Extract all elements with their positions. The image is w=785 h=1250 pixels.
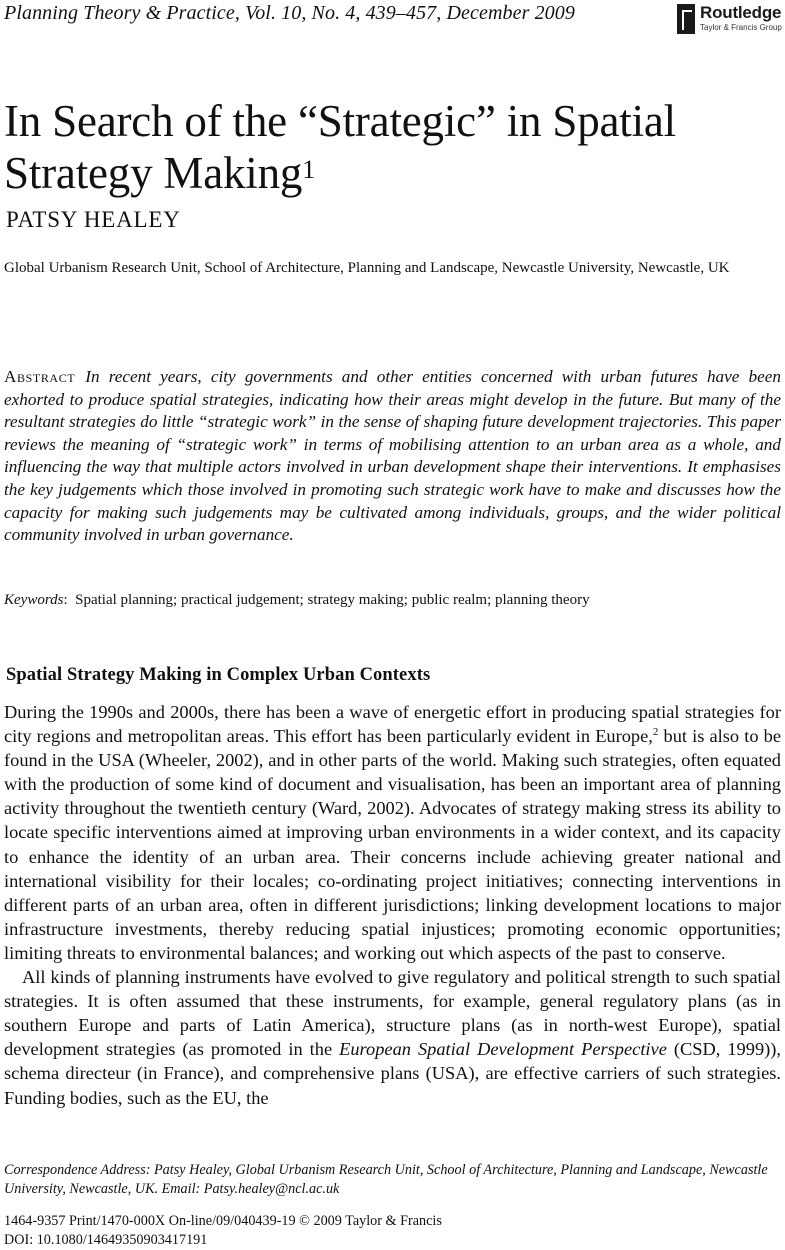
publication-info (4, 1212, 782, 1250)
paragraph-text: (CSD, 1999)), schema directeur (in France), and comprehensive plans (USA), are effective carriers of such strategies. Funding bodies, such as the EU, the (4, 1039, 781, 1108)
routledge-r-icon (677, 4, 695, 34)
author-name: PATSY HEALEY (6, 207, 181, 232)
paragraph-text: All kinds of planning instruments have evolved to give regulatory and political strength to such spatial strategies. It is often assumed that these instruments, for example, general regulatory plans (as in southern Europe and parts of Latin America), structure plans (as in north-west Europe), spatial development strategies (as promoted in the (4, 967, 781, 1060)
article-title-text: In Search of the “Strategic” in Spatial Strategy Making (4, 96, 676, 198)
author-affiliation: Global Urbanism Research Unit, School of Architecture, Planning and Landscape, Newcastle University, Newcastle, UK (4, 260, 730, 276)
body-text (4, 700, 781, 1110)
article-title (4, 95, 784, 206)
abstract-label: Abstract (4, 367, 76, 386)
italic-title: European Spatial Development Perspective (339, 1039, 667, 1060)
keywords: Keywords: Spatial planning; practical judgement; strategy making; public realm; planning theory (4, 592, 590, 608)
paragraph-text: but is also to be found in the USA (Wheeler, 2002), and in other parts of the world. Making such strategies, often equated with the production of some kind of document and visualisation, has been an important area of planning activity throughout the twentieth century (Ward, 2002). Advocates of strategy making stress its ability to locate specific interventions aimed at improving urban environments in a wider context, and its capacity to enhance the identity of an urban area. Their concerns include achieving greater national and international visibility for their locales; co-ordinating project initiatives; connecting interventions in different parts of an urban area, often in different jurisdictions; linking development locations to major infrastructure investments, thereby reducing spatial injustices; promoting economic opportunities; limiting threats to environmental balances; and working out which aspects of the past to conserve. (4, 726, 781, 963)
publisher-logo (677, 4, 781, 34)
publisher-subtitle: Taylor & Francis Group (700, 23, 782, 32)
keywords-label: Keywords (4, 592, 64, 608)
doi-line[interactable]: DOI: 10.1080/14649350903417191 (4, 1232, 208, 1248)
paragraph-text: During the 1990s and 2000s, there has been a wave of energetic effort in producing spatial strategies for city regions and metropolitan areas. This effort has been particularly evident in Europe, (4, 702, 781, 747)
footnote-marker[interactable]: 2 (652, 725, 659, 738)
title-footnote-marker[interactable]: 1 (302, 155, 316, 184)
publisher-name: Routledge (700, 3, 782, 22)
correspondence-address: Correspondence Address: Patsy Healey, Global Urbanism Research Unit, School of Architecture, Planning and Landscape, Newcastle University, Newcastle, UK. Email: Patsy.healey@ncl.ac.uk (4, 1162, 768, 1197)
abstract (4, 366, 781, 547)
body-paragraph (4, 700, 781, 965)
journal-citation: Planning Theory & Practice, Vol. 10, No. 4, 439–457, December 2009 (4, 2, 575, 24)
issn-line: 1464-9357 Print/1470-000X On-line/09/040439-19 © 2009 Taylor & Francis (4, 1213, 442, 1229)
body-paragraph (4, 965, 781, 1110)
abstract-text: In recent years, city governments and other entities concerned with urban futures have been exhorted to produce spatial strategies, indicating how their areas might develop in the future. But many of the resultant strategies do little “strategic work” in the sense of shaping future development trajectories. This paper reviews the meaning of “strategic work” in terms of mobilising attention to an urban area as a whole, and influencing the way that multiple actors involved in urban development shape their interventions. It emphasises the key judgements which those involved in promoting such strategic work have to make and discusses how the capacity for making such judgements may be cultivated among individuals, groups, and the wider political community involved in urban governance. (4, 367, 781, 545)
section-heading: Spatial Strategy Making in Complex Urban Contexts (6, 665, 431, 685)
keywords-text: Spatial planning; practical judgement; strategy making; public realm; planning theory (75, 592, 590, 608)
